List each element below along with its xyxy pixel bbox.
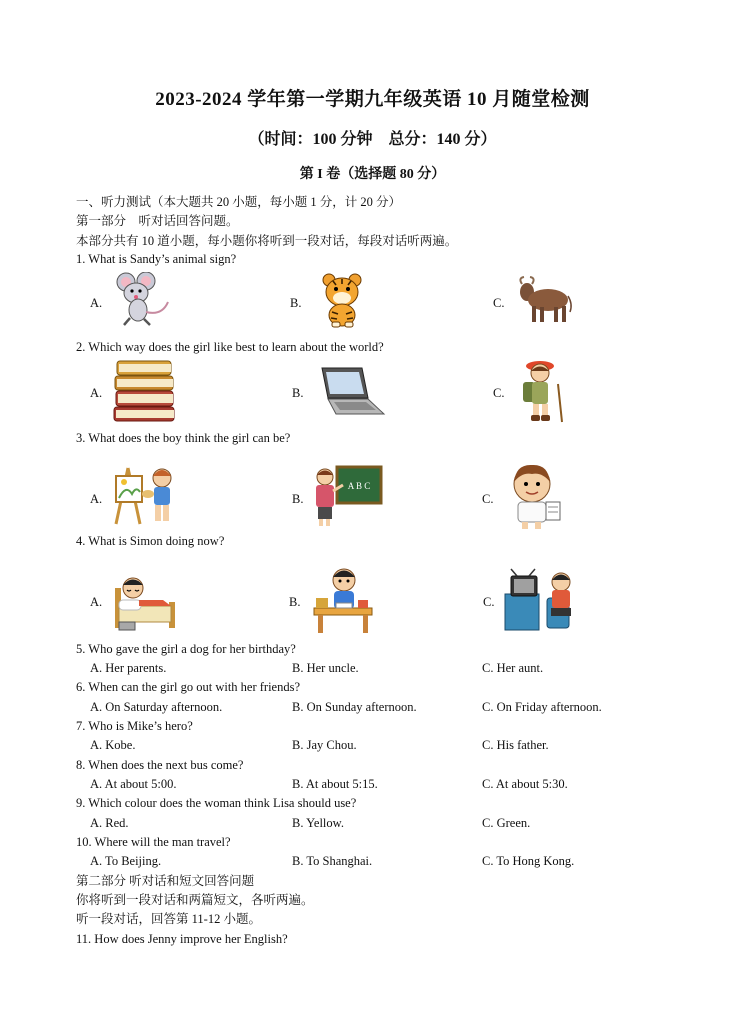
q7-option-c: C. His father. <box>482 738 549 752</box>
part1-instruction: 本部分共有 10 道小题，每小题你将听到一段对话，每段对话听两遍。 <box>76 234 458 248</box>
q2-option-b-label: B. <box>292 386 304 400</box>
question-10: 10. Where will the man travel? <box>76 835 231 849</box>
part2-subheading: 听一段对话，回答第 11-12 小题。 <box>76 912 261 926</box>
question-6: 6. When can the girl go out with her friends? <box>76 680 301 694</box>
q8-option-a: A. At about 5:00. <box>90 777 177 791</box>
books-icon <box>113 359 177 423</box>
q5-option-a: A. Her parents. <box>90 661 167 675</box>
q8-option-c: C. At about 5:30. <box>482 777 568 791</box>
q3-option-b-label: B. <box>292 492 304 506</box>
q5-option-b: B. Her uncle. <box>292 661 359 675</box>
laptop-icon <box>316 366 386 418</box>
question-2: 2. Which way does the girl like best to learn about the world? <box>76 340 384 354</box>
q9-option-a: A. Red. <box>90 816 129 830</box>
hiker-girl-icon <box>518 358 568 424</box>
question-8: 8. When does the next bus come? <box>76 758 244 772</box>
q10-option-a: A. To Beijing. <box>90 854 162 868</box>
q5-option-c: C. Her aunt. <box>482 661 544 675</box>
doctor-icon <box>506 462 566 530</box>
q1-option-c-label: C. <box>493 296 505 310</box>
exam-info: （时间：100 分钟 总分：140 分） <box>248 131 497 148</box>
part1-heading: 一、听力测试（本大题共 20 小题，每小题 1 分，计 20 分） <box>76 195 402 209</box>
q10-option-c: C. To Hong Kong. <box>482 854 575 868</box>
q3-option-c-label: C. <box>482 492 494 506</box>
question-5: 5. Who gave the girl a dog for her birthday? <box>76 642 296 656</box>
mouse-icon <box>112 272 172 328</box>
question-4: 4. What is Simon doing now? <box>76 534 225 548</box>
question-1: 1. What is Sandy’s animal sign? <box>76 252 237 266</box>
q6-option-a: A. On Saturday afternoon. <box>90 700 223 714</box>
sleeping-boy-icon <box>113 570 177 632</box>
q4-option-c-label: C. <box>483 595 495 609</box>
q3-option-a-label: A. <box>90 492 103 506</box>
q1-option-b-label: B. <box>290 296 302 310</box>
part2-instruction: 你将听到一段对话和两篇短文，各听两遍。 <box>76 893 314 907</box>
page-title: 2023-2024 学年第一学期九年级英语 10 月随堂检测 <box>155 89 590 110</box>
q10-option-b: B. To Shanghai. <box>292 854 373 868</box>
q6-option-c: C. On Friday afternoon. <box>482 700 602 714</box>
q7-option-a: A. Kobe. <box>90 738 136 752</box>
studying-boy-icon <box>312 566 374 634</box>
tiger-icon <box>318 272 368 328</box>
question-11: 11. How does Jenny improve her English? <box>76 932 288 946</box>
q7-option-b: B. Jay Chou. <box>292 738 357 752</box>
q6-option-b: B. On Sunday afternoon. <box>292 700 417 714</box>
teacher-icon <box>311 465 383 527</box>
q9-option-c: C. Green. <box>482 816 531 830</box>
q8-option-b: B. At about 5:15. <box>292 777 378 791</box>
q4-option-b-label: B. <box>289 595 301 609</box>
q2-option-c-label: C. <box>493 386 505 400</box>
section-title: 第 I 卷（选择题 80 分） <box>299 167 446 182</box>
part1-subheading: 第一部分 听对话回答问题。 <box>76 214 239 228</box>
q4-option-a-label: A. <box>90 595 103 609</box>
question-9: 9. Which colour does the woman think Lisa should use? <box>76 796 357 810</box>
painter-girl-icon <box>110 464 180 526</box>
q9-option-b: B. Yellow. <box>292 816 344 830</box>
ox-icon <box>516 276 574 326</box>
part2-heading: 第二部分 听对话和短文回答问题 <box>76 874 255 888</box>
question-3: 3. What does the boy think the girl can be? <box>76 431 291 445</box>
tv-boy-icon <box>503 568 577 632</box>
q1-option-a-label: A. <box>90 296 103 310</box>
question-7: 7. Who is Mike’s hero? <box>76 719 193 733</box>
board-text: A B C <box>347 481 371 491</box>
q2-option-a-label: A. <box>90 386 103 400</box>
